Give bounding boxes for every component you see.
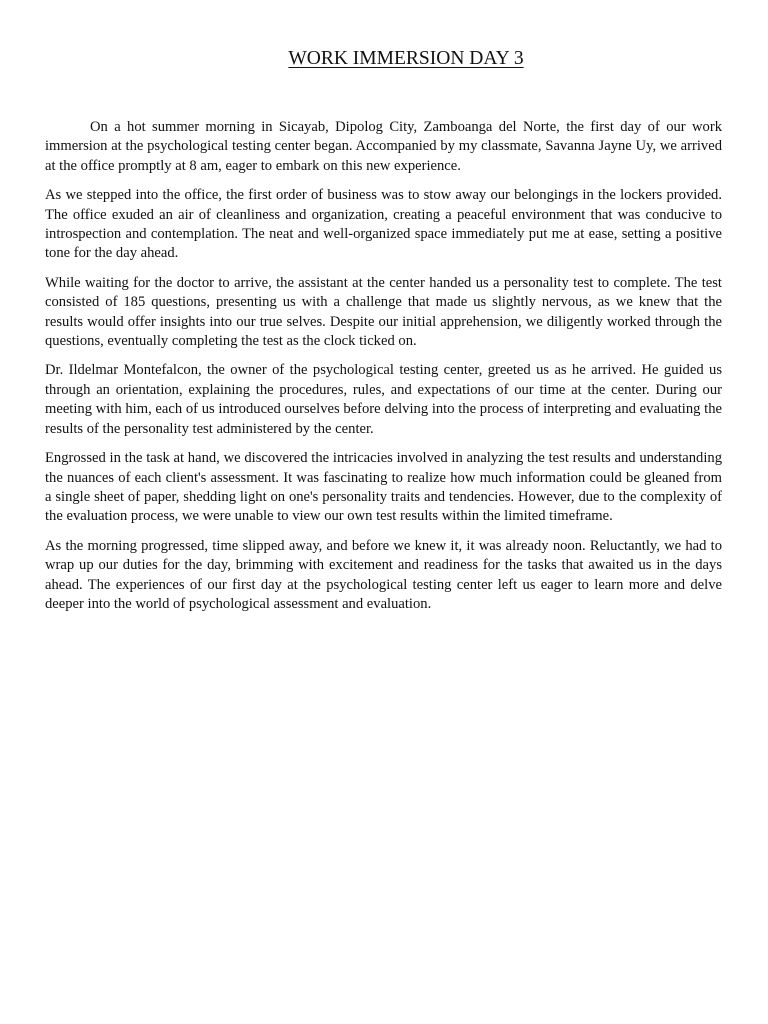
paragraph-1: On a hot summer morning in Sicayab, Dipolog City, Zamboanga del Norte, the first day of our work immersion at the psychological testing center began. Accompanied by my classmate, Savanna Jayne Uy, we arrived at the office promptly at 8 am, eager to embark on this new experience. xyxy=(45,119,722,174)
paragraph-4: Dr. Ildelmar Montefalcon, the owner of the psychological testing center, greeted us as he arrived. He guided us through an orientation, explaining the procedures, rules, and expectations of our time at the center. During our meeting with him, each of us introduced ourselves before delving into the process of interpreting and evaluating the results of the personality test administered by the center. xyxy=(45,362,722,437)
document-title: WORK IMMERSION DAY 3 xyxy=(288,48,524,69)
paragraph-3: While waiting for the doctor to arrive, the assistant at the center handed us a personality test to complete. The test consisted of 185 questions, presenting us with a challenge that made us slightly nervous, as we knew that the results would offer insights into our true selves. Despite our initial apprehension, we diligently worked through the questions, eventually completing the test as the clock ticked on. xyxy=(45,274,722,350)
paragraph-2: As we stepped into the office, the first order of business was to stow away our belongings in the lockers provided. The office exuded an air of cleanliness and organization, creating a peaceful environment that was conducive to introspection and contemplation. The neat and well-organized space immediately put me at ease, setting a positive tone for the day ahead. xyxy=(45,187,722,262)
document-body xyxy=(45,118,722,624)
paragraph-6: As the morning progressed, time slipped away, and before we knew it, it was already noon. Reluctantly, we had to wrap up our duties for the day, brimming with excitement and readiness for the tasks that awaited us in the days ahead. The experiences of our first day at the psychological testing center left us eager to learn more and delve deeper into the world of psychological assessment and evaluation. xyxy=(45,537,722,612)
paragraph-5: Engrossed in the task at hand, we discovered the intricacies involved in analyzing the test results and understanding the nuances of each client's assessment. It was fascinating to realize how much information could be gleaned from a single sheet of paper, shedding light on one's personality traits and tendencies. However, due to the complexity of the evaluation process, we were unable to view our own test results within the limited timeframe. xyxy=(45,450,722,525)
